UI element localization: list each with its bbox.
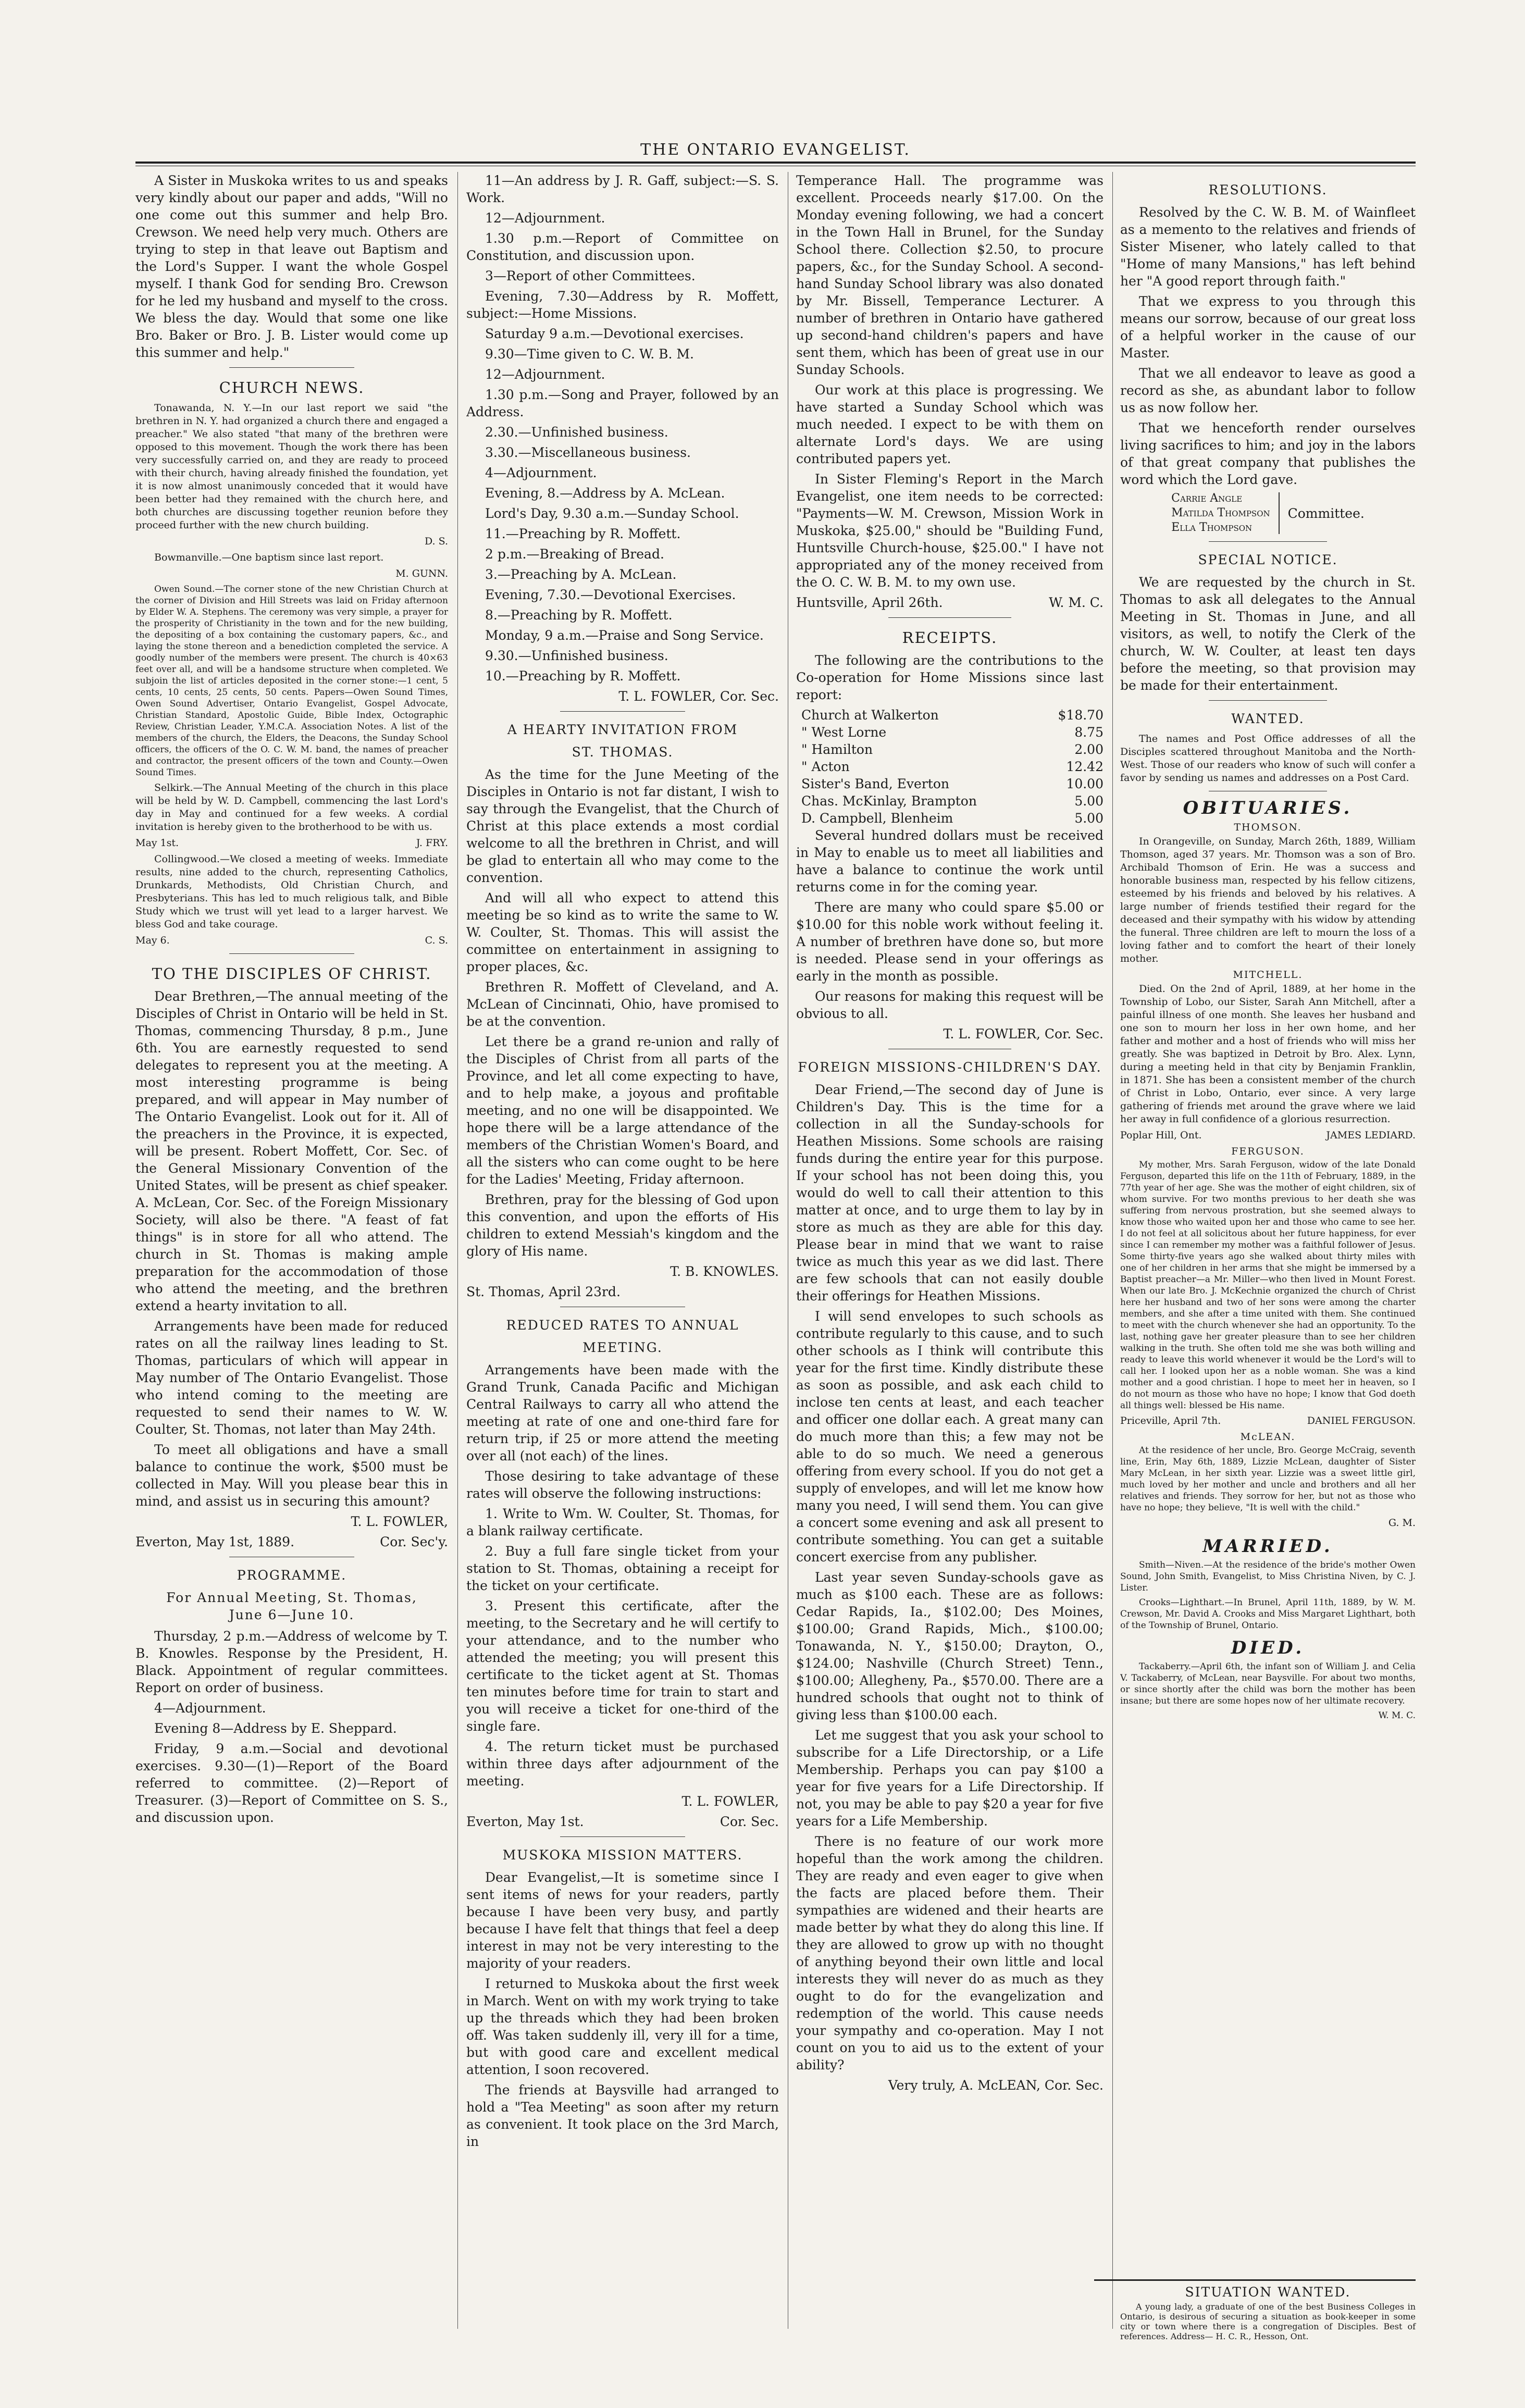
receipt-name: " Hamilton: [801, 742, 873, 757]
rates-place: Everton, May 1st.: [466, 1814, 584, 1829]
programme-continued: [466, 172, 779, 685]
rates-place-line: [466, 1813, 779, 1830]
committee-names: [1171, 491, 1270, 535]
invitation-signature: T. B. KNOWLES.: [670, 1264, 779, 1279]
married-notice-1: Smith—Niven.—At the residence of the bride's mother Owen Sound, John Smith, Evangelist, to Miss Christina Niven, by C. J. Lister.: [1120, 1560, 1416, 1593]
muskoka-paragraph-1: Dear Evangelist,—It is sometime since I sent items of news for your readers, partly because I have been very busy, and partly because I have felt that things that feel a deep interest in may not be very interesting to the majority of your readers.: [466, 1870, 779, 1971]
rates-heading-2: MEETING.: [582, 1340, 663, 1355]
invitation-paragraph-5: Brethren, pray for the blessing of God upon this convention, and upon the efforts of His children to extend Messiah's kingdom and the glory of His name.: [466, 1192, 779, 1259]
programme-line: 12—Adjournment.: [485, 210, 605, 226]
muskoka-paragraph-2: I returned to Muskoka about the first week in March. Went on with my work trying to take up the threads which they had been broken off. Was taken suddenly ill, very ill for a time, but with good care and excellent medical attention, I soon recovered.: [466, 1976, 779, 2077]
column-1: [135, 172, 448, 2334]
collingwood-item: Collingwood.—We closed a meeting of weeks. Immediate results, nine added to the church, representing Catholics, Drunkards, Methodists, Old Christian Church, and Presbyterians. This has led to much religious talk, and Bible Study which we trust will yet lead to a larger harvest. We bless God and take courage.: [135, 853, 448, 930]
special-notice-text: We are requested by the church in St. Thomas to ask all delegates to the Annual Meeting in St. Thomas in June, and all visitors, as well, to notify the Clerk of the church, W. W. Coulter, at least ten days before the meeting, so that provision may be made for their entertainment.: [1120, 575, 1416, 693]
committee-block: [1120, 491, 1416, 535]
programme-line: Saturday 9 a.m.—Devotional exercises.: [485, 326, 744, 341]
disciples-place-line: [135, 1533, 448, 1550]
collingwood-date: May 6.: [135, 935, 170, 946]
receipt-amount: 12.42: [1066, 759, 1104, 774]
column-rule: [1112, 172, 1113, 2329]
wanted-heading: WANTED.: [1231, 711, 1305, 726]
column-4: [1120, 172, 1416, 2272]
muskoka-heading: MUSKOKA MISSION MATTERS.: [502, 1847, 743, 1863]
mitchell-place: Poplar Hill, Ont.: [1120, 1129, 1202, 1141]
ferguson-place: Priceville, April 7th.: [1120, 1415, 1221, 1426]
foreign-paragraph-2: I will send envelopes to such schools as contribute regularly to this cause, and to such other schools as I think will contribute this year for the first time. Kindly distribute these as soon as possible, and ask each child to inclose ten cents at least, and each teacher and officer one dollar each. A great many can do much more than this; a few may not be able to do so much. We need a generous offering from every school. If you do not get a supply of envelopes, and will let me know how many you need, I will send them. You can give a concert some evening and ask all present to contribute something. You can get a suitable concert exercise from any publisher.: [796, 1309, 1104, 1565]
programme-line: 11—An address by J. R. Gaff, subject:—S. S. Work.: [466, 173, 779, 205]
programme-line: 9.30—Time given to C. W. B. M.: [485, 346, 694, 362]
receipt-row: [796, 810, 1104, 827]
receipt-row: [796, 775, 1104, 792]
programme-line: 2 p.m.—Breaking of Bread.: [485, 547, 664, 562]
disciples-paragraph-1: Dear Brethren,—The annual meeting of the Disciples of Christ in Ontario will be held in St. Thomas, commencing Thursday, 8 p.m., June 6th. You are earnestly requested to send delegates to represent you at the meeting. A most interesting programme is being prepared, and will appear in May number of The Ontario Evangelist. Look out for it. All of the preachers in the Province, it is expected, will be present. Robert Moffett, Cor. Sec. of the General Missionary Convention of the United States, will be present as chief speaker. A. McLean, Cor. Sec. of the Foreign Missionary Society, will also be there. "A feast of fat things" is in store for all who attend. The church in St. Thomas is making ample preparation for the accommodation of those who attend the meeting, and the brethren extend a hearty invitation to all.: [135, 989, 448, 1313]
special-notice-heading: SPECIAL NOTICE.: [1198, 552, 1338, 567]
owen-sound-item: Owen Sound.—The corner stone of the new Christian Church at the corner of Division and Hill Streets was laid on Friday afternoon by Elder W. A. Stephens. The ceremony was very simple, a prayer for the prosperity of Christianity in the town and for the new building, the depositing of a box containing the customary papers, &c., and laying the stone thereon and a benediction completed the service. A goodly number of the members were present. The church is 40×63 feet over all, and will be a handsome structure when completed. We subjoin the list of articles deposited in the corner stone:—1 cent, 5 cents, 10 cents, 25 cents, 50 cents. Papers—Owen Sound Times, Owen Sound Advertiser, Ontario Evangelist, Gospel Advocate, Christian Standard, Apostolic Guide, Bible Index, Octographic Review, Christian Leader, Y.M.C.A. Association Notes. A list of the members of the church, the Elders, the Deacons, the Sunday School officers, the officers of the O. C. W. M. band, the names of preacher and contractor, the present officers of the town and County.—Owen Sound Times.: [135, 584, 448, 778]
programme-line: 1.30 p.m.—Report of Committee on Constitution, and discussion upon.: [466, 231, 779, 263]
bowmanville-item: Bowmanville.—One baptism since last report.: [154, 552, 384, 563]
receipts-paragraph-1: Several hundred dollars must be received in May to enable us to meet all liabilities and have a balance to continue the work until returns come in for the coming year.: [796, 828, 1104, 895]
programme-adjournment: 4—Adjournment.: [154, 1701, 266, 1716]
receipt-amount: 5.00: [1074, 793, 1104, 809]
invitation-heading-1: A HEARTY INVITATION FROM: [507, 722, 738, 737]
resolutions-paragraph-2: That we express to you through this means our sorrow, because of our great loss of a helpful worker in the cause of our Master.: [1120, 294, 1416, 361]
programme-subheading-2: June 6—June 10.: [229, 1607, 355, 1622]
receipts-signature: T. L. FOWLER, Cor. Sec.: [943, 1026, 1104, 1041]
collingwood-signature-line: [135, 934, 448, 947]
separator: [229, 953, 354, 954]
receipts-intro: The following are the contributions to the Co-operation for Home Missions since last report:: [796, 653, 1104, 702]
rates-paragraph-4: 2. Buy a full fare single ticket from your station to St. Thomas, obtaining a receipt for the ticket on your certificate.: [466, 1544, 779, 1593]
muskoka-signature-line: [796, 594, 1104, 611]
mclean-obituary: At the residence of her uncle, Bro. George McCraig, seventh line, Erin, May 6th, 1889, Lizzie McLean, daughter of Sister Mary McLean, in her sixth year. Lizzie was a sweet little girl, much loved by her mother and uncle and brothers and all her relatives and friends. They sorrow for her, but not as those who have no hope; they believe, "It is well with the child.": [1120, 1445, 1416, 1513]
receipt-name: " Acton: [801, 759, 850, 774]
rates-paragraph-1: Arrangements have been made with the Grand Trunk, Canada Pacific and Michigan Central Railways to carry all who attend the meeting at rate of one and one-third fare for return trip, if 25 or more attend the meeting over all (not each) of the lines.: [466, 1362, 779, 1463]
resolutions-paragraph-3: That we all endeavor to leave as good a record as she, as abundant labor to follow us as now follow her.: [1120, 366, 1416, 415]
disciples-heading: TO THE DISCIPLES OF CHRIST.: [152, 965, 432, 983]
muskoka-continued-2: Our work at this place is progressing. We have started a Sunday School which was much needed. I expect to be with them on alternate Lord's days. We are using contributed papers yet.: [796, 382, 1104, 466]
thomson-obituary: In Orangeville, on Sunday, March 26th, 1889, William Thomson, aged 37 years. Mr. Thomson was a son of Bro. Archibald Thomson of Erin. He was a success and honorable business man, respected by his fellow citizens, esteemed by his friends and beloved by his relatives. A large number of friends testified their regard for the deceased and their sympathy with his widow by attending the funeral. Three children are left to mourn the loss of a loving father and to comfort the heart of their lonely mother.: [1120, 836, 1416, 964]
column-rule: [457, 172, 458, 2329]
muskoka-continued-3: In Sister Fleming's Report in the March Evangelist, one item needs to be corrected: "Payments—W. M. Crewson, Mission Work in Muskoka, $25.00," should be "Building Fund, Huntsville Church-house, $25.00." I have not appropriated any of the money received from the O. C. W. B. M. to my own use.: [796, 471, 1104, 590]
programme-line: Evening, 8.—Address by A. McLean.: [485, 486, 725, 501]
column-2: [466, 172, 779, 2334]
receipts-list: [796, 706, 1104, 827]
programme-line: 2.30.—Unfinished business.: [485, 425, 668, 440]
tonawanda-item: Tonawanda, N. Y.—In our last report we said "the brethren in N. Y. had organized a church there and engaged a preacher." We also stated "that many of the brethren were opposed to this movement. Though the work there has been very successfully carried on, and they are ready to proceed with their church, having already finished the foundation, yet it is now almost unanimously conceded that it would have been better had they remained with the church here, and both churches are discussing together reunion before they proceed further with the new church building.: [135, 402, 448, 531]
disciples-place: Everton, May 1st, 1889.: [135, 1534, 295, 1549]
programme-line: Evening, 7.30—Address by R. Moffett, subject:—Home Missions.: [466, 289, 779, 321]
programme-line: 4—Adjournment.: [485, 465, 597, 480]
invitation-paragraph-4: Let there be a grand re-union and rally of the Disciples of Christ from all parts of the Province, and let all come expecting to have, and to help make, a joyous and profitable meeting, and no one will be disappointed. We hope there will be a large attendance of the members of the Christian Women's Board, and all the sisters who can come ought to be here for the Ladies' Meeting, Friday afternoon.: [466, 1034, 779, 1187]
separator: [229, 367, 354, 368]
receipt-row: [796, 758, 1104, 775]
programme-line: Monday, 9 a.m.—Praise and Song Service.: [485, 628, 764, 643]
disciples-signature: T. L. FOWLER,: [351, 1514, 448, 1529]
programme-friday: Friday, 9 a.m.—Social and devotional exercises. 9.30—(1)—Report of the Board referred to committee. (2)—Report of Treasurer. (3)—Report of Committee on S. S., and discussion upon.: [135, 1741, 448, 1825]
church-news-heading: CHURCH NEWS.: [219, 379, 365, 396]
tonawanda-signature: D. S.: [424, 536, 448, 547]
died-signature: W. M. C.: [1378, 1710, 1416, 1721]
mclean-signature: G. M.: [1388, 1517, 1416, 1529]
ferguson-obituary: My mother, Mrs. Sarah Ferguson, widow of the late Donald Ferguson, departed this life on the 11th of February, 1889, in the 77th year of her age. She was the mother of eight children, six of whom survive. For two months previous to her death she was suffering from nervous prostration, but she seemed always to know those who waited upon her and those who came to see her. I do not feel at all solicitous about her future happiness, for ever since I can remember my mother was a faithful follower of Jesus. Some thirty-five years ago she walked about thirty miles with one of her children in her arms that she might be immersed by a Baptist preacher—a Mr. Miller—who then lived in Mount Forest. When our late Bro. J. McKechnie organized the church of Christ here her husband and two of her sons were among the charter members, and she after a time united with them. She continued to meet with the church whenever she had an opportunity. To the last, nothing gave her greater pleasure than to see her children walking in the truth. She often told me she was both willing and ready to leave this world whenever it would be the Lord's will to call her. I looked upon her as a noble woman. She was a kind mother and a good christian. I hope to meet her in heaven, so I do not mourn as those who have no hope; I know that God doeth all things well: blessed be His name.: [1120, 1160, 1416, 1411]
situation-wanted-heading: SITUATION WANTED.: [1185, 2285, 1351, 2300]
situation-wanted-text: A young lady, a graduate of one of the best Business Colleges in Ontario, is desirous of securing a situation as book-keeper in some city or town where there is a congregation of Disciples. Best of references. Address— H. C. R., Hesson, Ont.: [1120, 2302, 1416, 2341]
top-rule: [135, 162, 1416, 164]
invitation-place: St. Thomas, April 23rd.: [466, 1284, 621, 1299]
receipt-row: [796, 741, 1104, 758]
mitchell-name: MITCHELL.: [1233, 969, 1303, 980]
receipt-amount: 10.00: [1066, 776, 1104, 791]
invitation-paragraph-2: And will all who expect to attend this meeting be so kind as to write the same to W. W. Coulter, St. Thomas. This will assist the committee on entertainment in assigning to proper places, &c.: [466, 890, 779, 974]
thomson-name: THOMSON.: [1234, 822, 1302, 833]
muskoka-place: Huntsville, April 26th.: [796, 595, 943, 610]
rates-paragraph-2: Those desiring to take advantage of these rates will observe the following instructions:: [466, 1469, 779, 1501]
programme-line: Evening, 7.30.—Devotional Exercises.: [485, 587, 736, 602]
married-notice-2: Crooks—Lighthart.—In Brunel, April 11th, 1889, by W. M. Crewson, Mr. David A. Crooks and Miss Margaret Lighthart, both of the Township of Brunel, Ontario.: [1120, 1597, 1416, 1631]
foreign-paragraph-4: Let me suggest that you ask your school to subscribe for a Life Directorship, or a Life Membership. Perhaps you can pay $100 a year for five years for a Life Directorship. If not, you may be able to pay $20 a year for five years for a Life Membership.: [796, 1728, 1104, 1829]
foreign-paragraph-3: Last year seven Sunday-schools gave as much as $100 each. These are as follows: Cedar Rapids, Ia., $102.00; Des Moines, $100.00; Grand Rapids, Mich., $100.00; Tonawanda, N. Y., $150.00; Drayton, O., $124.00; Nashville (Church Street) Tenn., $100.00; Allegheny, Pa., $570.00. There are a hundred schools that ought not to think of giving less than $100.00 each.: [796, 1570, 1104, 1722]
programme-line: 11.—Preaching by R. Moffett.: [485, 526, 681, 541]
receipts-paragraph-3: Our reasons for making this request will be obvious to all.: [796, 989, 1104, 1021]
ferguson-signature: DANIEL FERGUSON.: [1307, 1415, 1416, 1426]
committee-name: Carrie Angle: [1171, 492, 1243, 505]
committee-label: Committee.: [1287, 505, 1365, 521]
brace: [1279, 492, 1280, 534]
bowmanville-signature: M. GUNN.: [395, 568, 448, 579]
separator: [888, 617, 1011, 618]
died-notice: Tackaberry.—April 6th, the infant son of William J. and Celia V. Tackaberry, of McLean, near Baysville. For about two months, or since shortly after the child was born the mother has been insane; but there are some hopes now of her ultimate recovery.: [1120, 1661, 1416, 1706]
ferguson-name: FERGUSON.: [1231, 1146, 1305, 1157]
muskoka-signature: W. M. C.: [1049, 595, 1104, 610]
programme-line: 3—Report of other Committees.: [485, 268, 696, 283]
programme-line: 8.—Preaching by R. Moffett.: [485, 607, 673, 623]
collingwood-signature: C. S.: [425, 935, 448, 946]
situation-wanted-block: [1120, 2285, 1416, 2341]
intro-letter: A Sister in Muskoka writes to us and speaks very kindly about our paper and adds, "Will no one come out this summer and help Bro. Crewson. We need help very much. Others are trying to step in that leave out Baptism and the Lord's Supper. I want the whole Gospel myself. I thank God for sending Bro. Crewson for he led my husband and myself to the cross. We bless the day. Would that some one like Bro. Baker or Bro. J. B. Lister would come up this summer and help.": [135, 173, 448, 360]
receipt-name: D. Campbell, Blenheim: [801, 811, 953, 826]
programme-signature: T. L. FOWLER, Cor. Sec.: [618, 689, 779, 704]
committee-name: Ella Thompson: [1171, 521, 1253, 534]
bottom-rule: [1094, 2279, 1416, 2281]
programme-heading: PROGRAMME.: [237, 1568, 347, 1583]
selkirk-date: May 1st.: [135, 837, 179, 849]
died-heading: DIED.: [1231, 1637, 1305, 1658]
receipts-paragraph-2: There are many who could spare $5.00 or $10.00 for this noble work without feeling it. A number of brethren have done so, but more is needed. Please send in your offerings as early in the month as possible.: [796, 900, 1104, 984]
rates-signature: T. L. FOWLER,: [681, 1794, 779, 1809]
programme-thursday: Thursday, 2 p.m.—Address of welcome by T. B. Knowles. Response by the President, H. Black. Appointment of regular committees. Report on order of business.: [135, 1629, 448, 1695]
receipt-name: Sister's Band, Everton: [801, 776, 949, 791]
rates-heading-1: REDUCED RATES TO ANNUAL: [506, 1318, 739, 1333]
receipt-name: Chas. McKinlay, Brampton: [801, 793, 977, 809]
programme-line: 3.30.—Miscellaneous business.: [485, 445, 691, 460]
foreign-paragraph-5: There is no feature of our work more hopeful than the work among the children. They are ready and even eager to give when the facts are placed before them. Their sympathies are widened and their hearts are made better by what they do along this line. If they are allowed to grow up with no thought of anything beyond their own little and local interests they will never do as much as they ought to do for the evangelization and redemption of the world. This cause needs your sympathy and co-operation. May I not count on you to aid us to the extent of your ability?: [796, 1834, 1104, 2072]
mclean-name: McLEAN.: [1240, 1431, 1296, 1443]
programme-subheading-1: For Annual Meeting, St. Thomas,: [166, 1590, 417, 1605]
programme-line: 10.—Preaching by R. Moffett.: [485, 668, 681, 684]
foreign-signature: Very truly, A. McLEAN, Cor. Sec.: [888, 2078, 1104, 2093]
muskoka-continued-1: Temperance Hall. The programme was excellent. Proceeds nearly $17.00. On the Monday evening following, we had a concert in the Town Hall in Brunel, for the Sunday School there. Collection $2.50, to procure papers, &c., for the Sunday School. A second-hand Sunday School library was also donated by Mr. Bissell, Temperance Lecturer. A number of brethren in Ontario have gathered up second-hand children's papers and have sent them, which has been of great use in our Sunday Schools.: [796, 173, 1104, 377]
separator: [560, 1836, 685, 1837]
receipt-row: [796, 792, 1104, 810]
muskoka-paragraph-3: The friends at Baysville had arranged to hold a "Tea Meeting" as soon after my return as convenient. It took place on the 3rd March, in: [466, 2082, 779, 2149]
mitchell-signature-line: [1120, 1129, 1416, 1142]
resolutions-paragraph-1: Resolved by the C. W. B. M. of Wainfleet as a memento to the relatives and friends of Sister Misener, who lately called to that "Home of many Mansions," has left behind her "A good report through faith.": [1120, 205, 1416, 289]
invitation-paragraph-3: Brethren R. Moffett of Cleveland, and A. McLean of Cincinnati, Ohio, have promised to be at the convention.: [466, 979, 779, 1029]
programme-line: 1.30 p.m.—Song and Prayer, followed by an Address.: [466, 387, 779, 419]
receipt-row: [796, 724, 1104, 741]
programme-evening: Evening 8—Address by E. Sheppard.: [154, 1721, 397, 1736]
invitation-paragraph-1: As the time for the June Meeting of the Disciples in Ontario is not far distant, I wish to say through the Evangelist, that the Church of Christ at this place extends a most cordial welcome to all the brethren in Christ, and will be glad to entertain all who may come to the convention.: [466, 767, 779, 885]
foreign-paragraph-1: Dear Friend,—The second day of June is Children's Day. This is the time for a collection in all the Sunday-schools for Heathen Missions. Some schools are raising funds during the entire year for this purpose. If your school has not been doing this, you would do well to call their attention to this matter at once, and to urge them to lay by in store as much as they are able for this day. Please bear in mind that we want to raise twice as much this year as we did last. There are few schools that can not easily double their offerings for Heathen Missions.: [796, 1082, 1104, 1304]
programme-line: Lord's Day, 9.30 a.m.—Sunday School.: [485, 506, 739, 521]
invitation-heading-2: ST. THOMAS.: [572, 744, 674, 760]
committee-name: Matilda Thompson: [1171, 506, 1270, 519]
receipt-name: " West Lorne: [801, 725, 887, 740]
separator: [1209, 700, 1327, 701]
rates-paragraph-5: 3. Present this certificate, after the meeting, to the Secretary and he will certify to your attendance, and to the number who attended the meeting; you will present this certificate to the ticket agent at St. Thomas ten minutes before time for train to start and you will receive a ticket for one-third of the single fare.: [466, 1598, 779, 1734]
selkirk-signature-line: [135, 837, 448, 850]
receipt-row: [796, 706, 1104, 724]
receipts-heading: RECEIPTS.: [902, 629, 998, 647]
programme-line: 3.—Preaching by A. McLean.: [485, 567, 677, 582]
receipt-amount: 2.00: [1074, 742, 1104, 757]
programme-line: 9.30.—Unfinished business.: [485, 648, 668, 663]
receipt-name: Church at Walkerton: [801, 707, 939, 723]
masthead: THE ONTARIO EVANGELIST.: [640, 141, 911, 159]
receipt-amount: 8.75: [1074, 725, 1104, 740]
resolutions-paragraph-4: That we henceforth render ourselves living sacrifices to him; and joy in the labors of that great company that publishes the word which the Lord gave.: [1120, 420, 1416, 487]
mitchell-obituary: Died. On the 2nd of April, 1889, at her home in the Township of Lobo, our Sister, Sarah Ann Mitchell, after a painful illness of one month. She leaves her husband and one son to mourn her loss in her own home, and her father and mother and a host of friends who will miss her greatly. She was baptized in Detroit by Bro. Alex. Lynn, during a meeting held in that city by Benjamin Franklin, in 1871. She has been a consistent member of the church of Christ in Lobo, Ontario, ever since. A very large gathering of friends met around the grave where we laid her away in full confidence of a glorious resurrection.: [1120, 983, 1416, 1125]
separator: [560, 711, 685, 712]
separator: [1209, 541, 1327, 542]
receipt-amount: 5.00: [1074, 811, 1104, 826]
married-heading: MARRIED.: [1202, 1536, 1333, 1557]
disciples-paragraph-2: Arrangements have been made for reduced rates on all the railway lines leading to St. Thomas, particulars of which will appear in May number of The Ontario Evangelist. Those who intend coming to the meeting are requested to send their names to W. W. Coulter, St. Thomas, not later than May 24th.: [135, 1319, 448, 1437]
selkirk-item: Selkirk.—The Annual Meeting of the church in this place will be held by W. D. Campbell, commencing the last Lord's day in May and continued for a few weeks. A cordial invitation is hereby given to the brotherhood to be with us.: [135, 782, 448, 833]
programme-line: 12—Adjournment.: [485, 367, 605, 382]
ferguson-signature-line: [1120, 1414, 1416, 1428]
mitchell-signature: JAMES LEDIARD.: [1326, 1129, 1416, 1141]
disciples-role: Cor. Sec'y.: [380, 1534, 448, 1549]
resolutions-heading: RESOLUTIONS.: [1208, 182, 1328, 197]
obituaries-heading: OBITUARIES.: [1183, 798, 1353, 818]
selkirk-signature: J. FRY.: [416, 837, 448, 849]
wanted-text: The names and Post Office addresses of all the Disciples scattered throughout Manitoba and the North-West. Those of our readers who know of such will confer a favor by sending us names and addresses on a Post Card.: [1120, 733, 1416, 784]
disciples-paragraph-3: To meet all obligations and have a small balance to continue the work, $500 must be collected in May. Will you please bear this in mind, and assist us in securing this amount?: [135, 1442, 448, 1509]
receipt-amount: $18.70: [1058, 707, 1104, 723]
rates-paragraph-6: 4. The return ticket must be purchased within three days after adjournment of the meeting.: [466, 1739, 779, 1789]
rates-role: Cor. Sec.: [720, 1814, 779, 1829]
column-3: [796, 172, 1104, 2334]
foreign-missions-heading: FOREIGN MISSIONS-CHILDREN'S DAY.: [798, 1060, 1102, 1075]
rates-paragraph-3: 1. Write to Wm. W. Coulter, St. Thomas, for a blank railway certificate.: [466, 1506, 779, 1538]
